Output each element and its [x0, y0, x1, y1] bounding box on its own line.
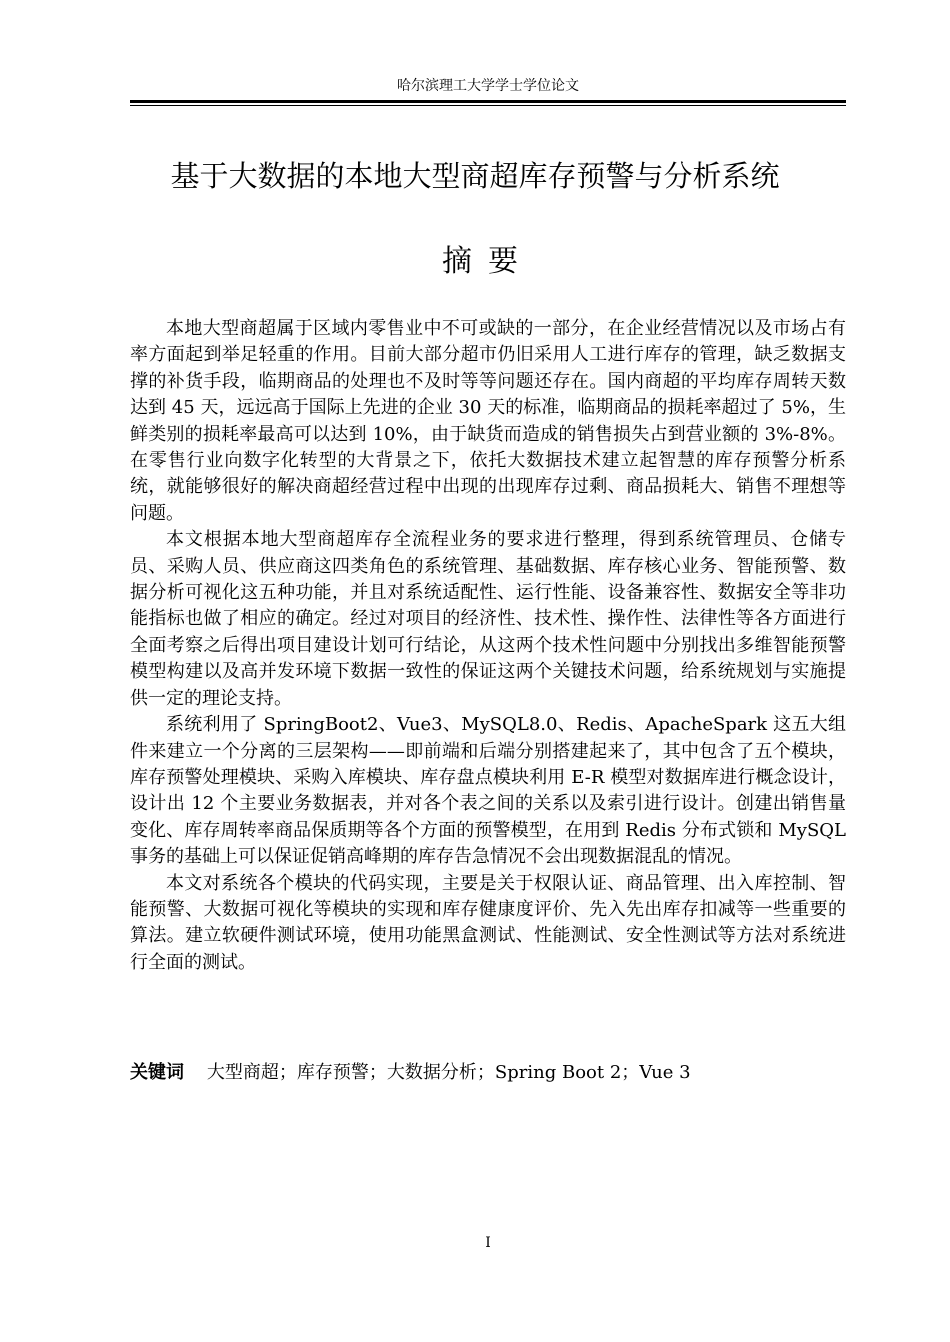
running-header: 哈尔滨理工大学学士学位论文 [397, 78, 579, 94]
keywords-separator [190, 1062, 201, 1083]
keywords-text: 大型商超；库存预警；大数据分析；Spring Boot 2；Vue 3 [206, 1062, 691, 1083]
abstract-body [130, 316, 846, 976]
abstract-paragraph-3: 系统利用了 SpringBoot2、Vue3、MySQL8.0、Redis、ApacheSpark 这五大组件来建立一个分离的三层架构——即前端和后端分别搭建起来了，其中包含了五个模块，库存预警处理模块、采购入库模块、库存盘点模块利用 E-R 模型对数据库进行概念设计，设计出 12 个主要业务数据表，并对各个表之间的关系以及索引进行设计。创建出销售量变化、库存周转率商品保质期等各个方面的预警模型，在用到 Redis 分布式锁和 MySQL 事务的基础上可以保证促销高峰期的库存告急情况不会出现数据混乱的情况。 [130, 714, 846, 868]
abstract-paragraph-2: 本文根据本地大型商超库存全流程业务的要求进行整理，得到系统管理员、仓储专员、采购人员、供应商这四类角色的系统管理、基础数据、库存核心业务、智能预警、数据分析可视化这五种功能，并且对系统适配性、运行性能、设备兼容性、数据安全等非功能指标也做了相应的确定。经过对项目的经济性、技术性、操作性、法律性等各方面进行全面考察之后得出项目建设计划可行结论，从这两个技术性问题中分别找出多维智能预警模型构建以及高并发环境下数据一致性的保证这两个关键技术问题，给系统规划与实施提供一定的理论支持。 [130, 529, 846, 709]
thesis-title: 基于大数据的本地大型商超库存预警与分析系统 [170, 159, 780, 193]
abstract-heading: 摘要 [442, 244, 534, 279]
abstract-paragraph-4: 本文对系统各个模块的代码实现，主要是关于权限认证、商品管理、出入库控制、智能预警、大数据可视化等模块的实现和库存健康度评价、先入先出库存扣减等一些重要的算法。建立软硬件测试环境，使用功能黑盒测试、性能测试、安全性测试等方法对系统进行全面的测试。 [130, 872, 846, 973]
header-rule-thick [130, 100, 846, 103]
keywords-label: 关键词 [130, 1062, 184, 1083]
abstract-paragraph-1: 本地大型商超属于区域内零售业中不可或缺的一部分，在企业经营情况以及市场占有率方面起到举足轻重的作用。目前大部分超市仍旧采用人工进行库存的管理，缺乏数据支撑的补货手段，临期商品的处理也不及时等等问题还存在。国内商超的平均库存周转天数达到 45 天，远远高于国际上先进的企业 30 天的标准，临期商品的损耗率超过了 5%，生鲜类别的损耗率最高可以达到 10%，由于缺货而造成的销售损失占到营业额的 3%-8%。在零售行业向数字化转型的大背景之下，依托大数据技术建立起智慧的库存预警分析系统，就能够很好的解决商超经营过程中出现的出现库存过剩、商品损耗大、销售不理想等问题。 [130, 318, 846, 524]
header-rule-thin [130, 105, 846, 106]
keywords-line [130, 1060, 846, 1086]
page-number: I [485, 1235, 491, 1251]
